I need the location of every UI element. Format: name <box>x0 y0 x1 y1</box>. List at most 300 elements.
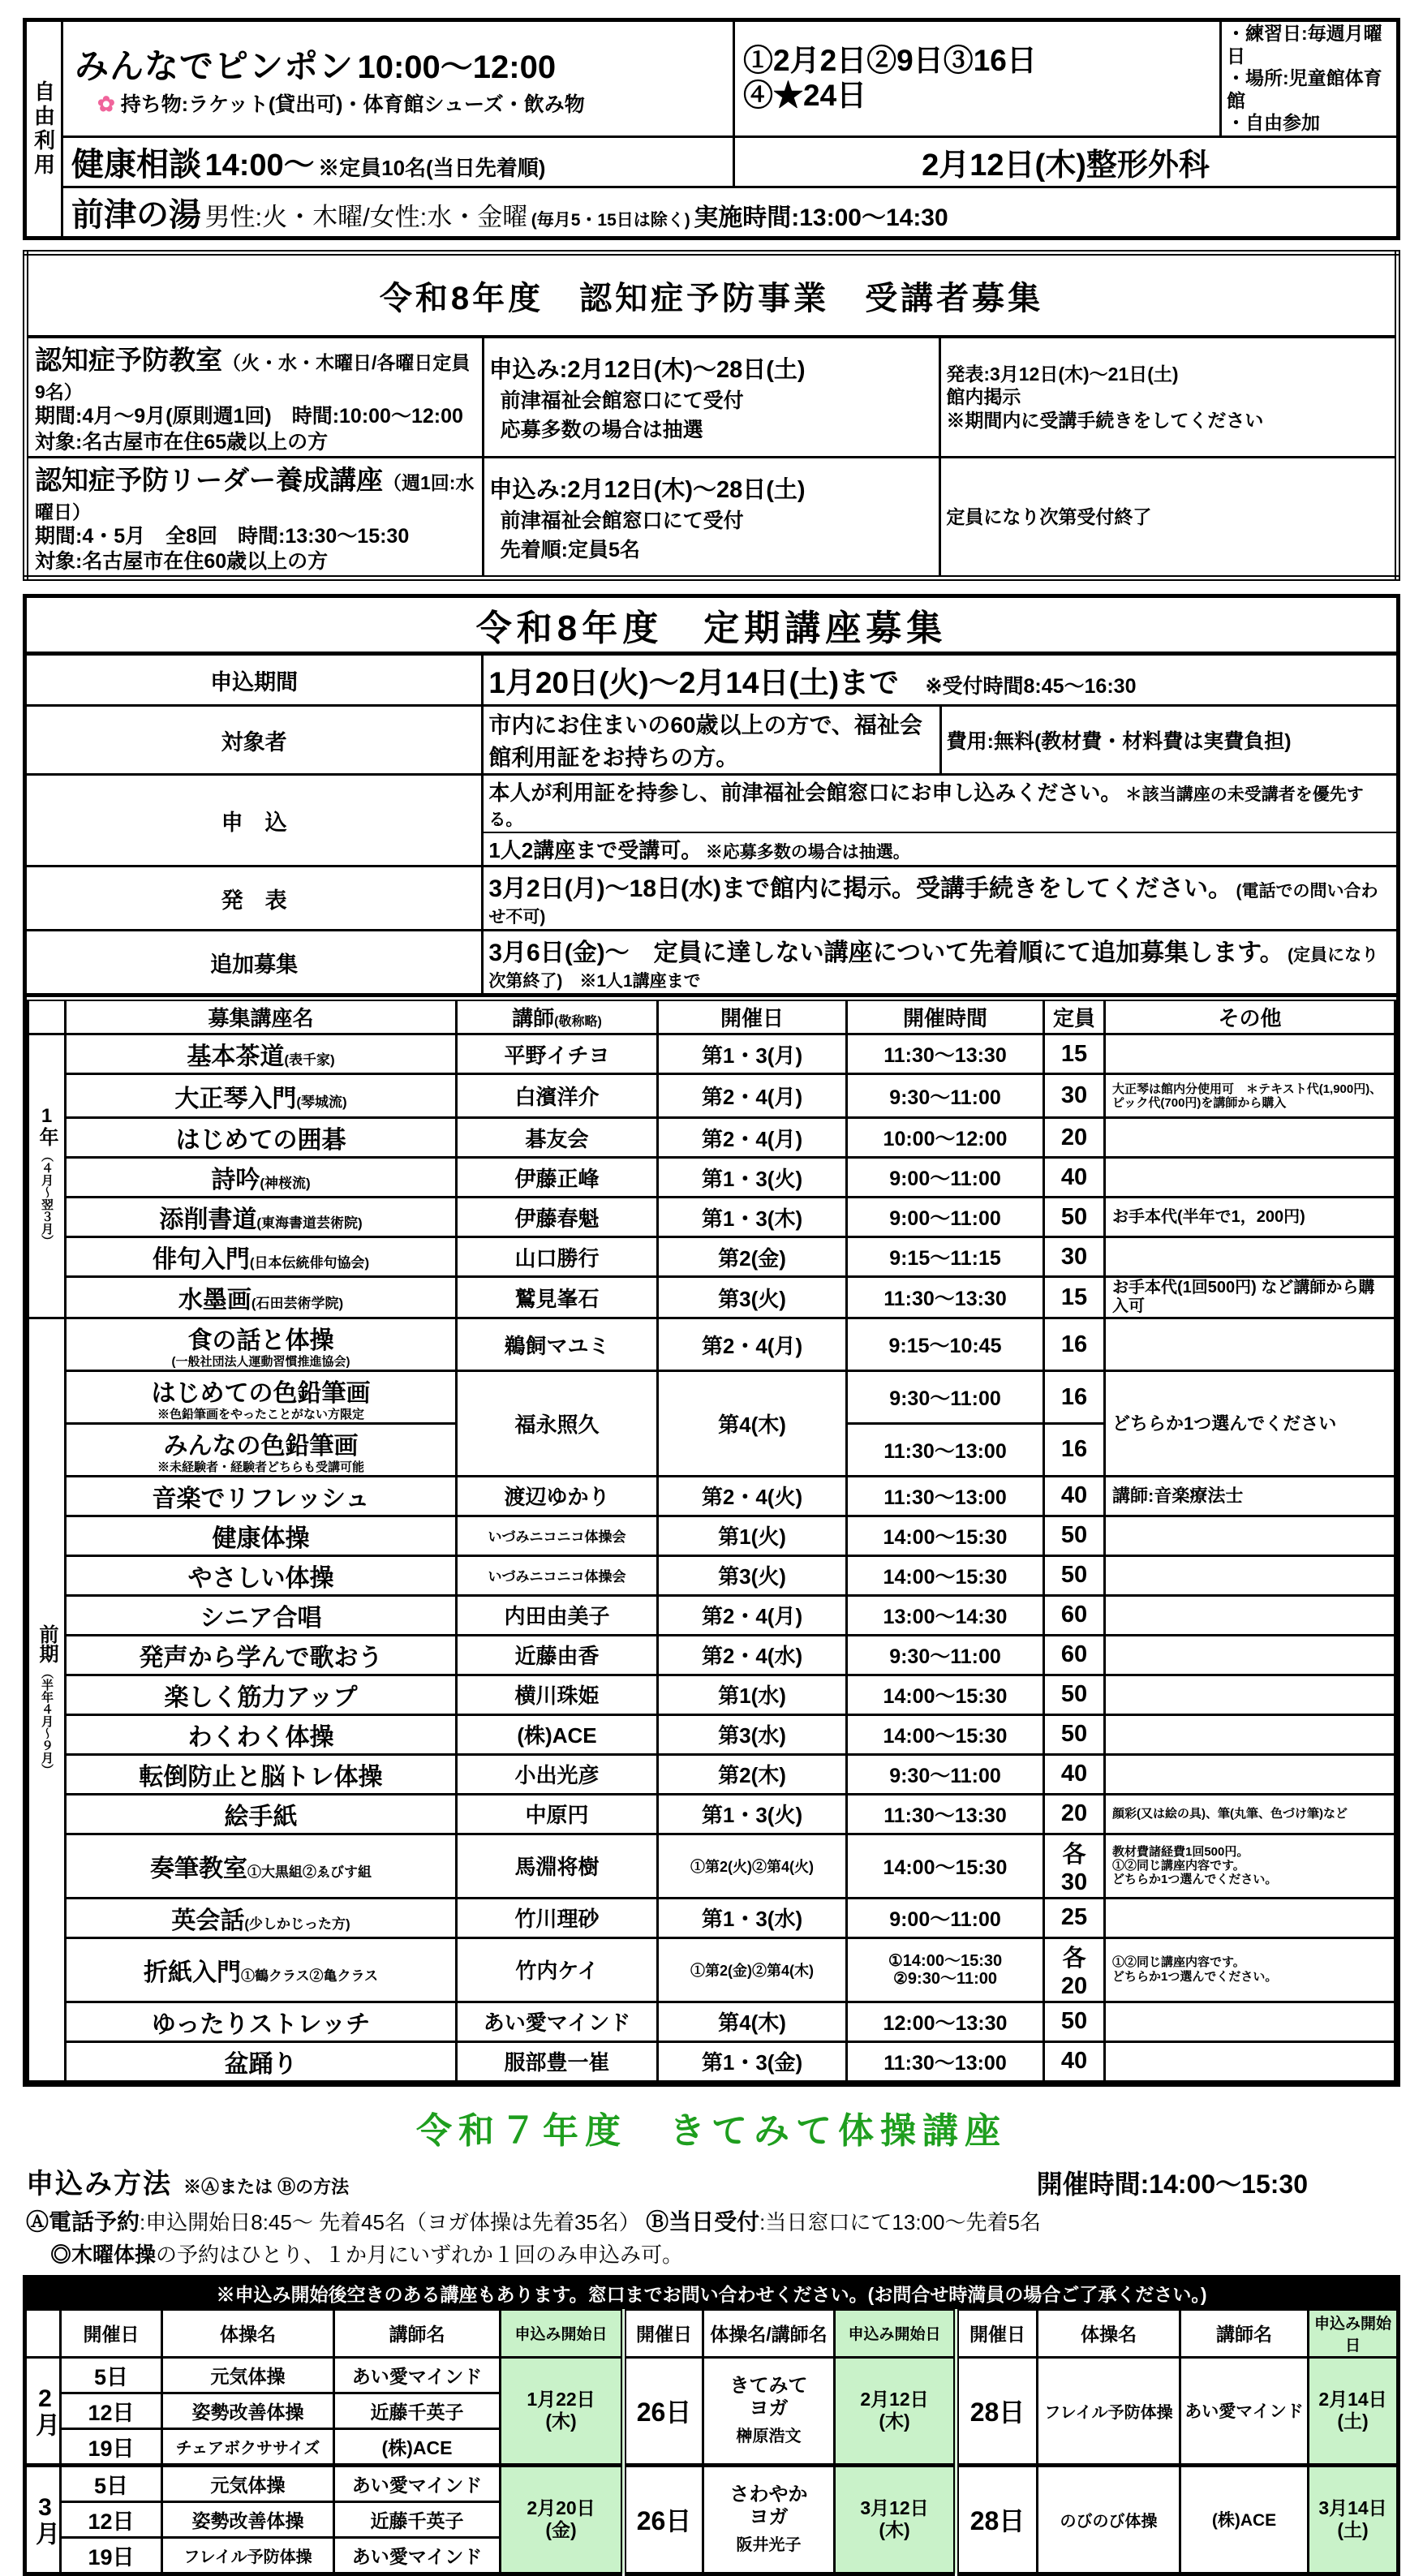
gym-session-time: 開催時間:14:00～15:30 <box>1036 2169 1308 2199</box>
gym-title: 令和７年度 きてみて体操講座 <box>416 2110 1007 2151</box>
dementia-program-cell: 認知症予防教室（火・水・木曜日/各曜日定員9名） 期間:4月～9月(原則週1回) 時間:10:00～12:00 対象:名古屋市在住65歳以上の方 <box>26 337 484 457</box>
course-row <box>28 1675 1395 1714</box>
pingpong-cell <box>62 20 734 137</box>
course-day: 第1(火) <box>658 1516 847 1555</box>
method-note: ※Ⓐまたは Ⓑの方法 <box>183 2176 350 2197</box>
course-day: 第3(水) <box>658 1714 847 1754</box>
course-name-note: (少しかじった方) <box>244 1916 350 1932</box>
course-teacher: いづみニコニコ体操会 <box>457 1555 658 1595</box>
gym-header-row <box>25 2309 1399 2357</box>
gym-table <box>23 2275 1400 2576</box>
dementia-apply-cell: 申込み:2月12日(木)～28日(土) 前津福祉会館窓口にて受付 先着順:定員5名 <box>483 457 940 578</box>
course-name-note: ①大黒組②ゑびす組 <box>247 1864 372 1880</box>
course-row <box>28 1034 1395 1074</box>
course-name-cell <box>66 1834 457 1898</box>
course-teacher: 渡辺ゆかり <box>457 1476 658 1516</box>
gym-right-apply-start: 2月14日 (土) <box>1309 2357 1399 2465</box>
course-name-cell <box>66 1158 457 1198</box>
course-teacher: 小出光彦 <box>457 1754 658 1794</box>
announce-cell <box>483 867 1399 931</box>
apply-line2-cell <box>483 832 1399 867</box>
course-capacity: 16 <box>1044 1318 1105 1371</box>
course-header-group-spacer <box>28 999 66 1034</box>
course-header-1: 講師(敬称略) <box>457 999 658 1034</box>
gym-apply-start: 2月20日 (金) <box>501 2465 624 2574</box>
course-capacity: 20 <box>1044 1794 1105 1834</box>
course-teacher: 竹内ケイ <box>457 1937 658 2002</box>
pingpong-title: みんなでピンポン <box>75 46 355 85</box>
course-row <box>28 2041 1395 2081</box>
course-header-row <box>28 999 1395 1034</box>
course-name: 食の話と体操 <box>187 1327 334 1355</box>
gym-method-line-a <box>26 2204 1397 2237</box>
course-time: 14:00～15:30 <box>847 1675 1044 1714</box>
course-row <box>28 1118 1395 1158</box>
gym-row <box>25 2357 1399 2393</box>
course-teacher: 中原円 <box>457 1794 658 1834</box>
course-other: どちらか1つ選んでください <box>1105 1371 1395 1477</box>
gym-teacher: (株)ACE <box>334 2428 501 2465</box>
target-label: 対象者 <box>25 706 483 775</box>
course-row <box>28 2002 1395 2041</box>
bath-schedule-note: (毎月5・15日は除く) <box>531 210 690 230</box>
course-other <box>1105 1516 1395 1555</box>
course-name: わくわく体操 <box>187 1723 334 1751</box>
course-header-2: 開催日 <box>658 999 847 1034</box>
course-day: ①第2(火)②第4(火) <box>658 1834 847 1898</box>
course-row <box>28 1277 1395 1318</box>
course-row <box>28 1516 1395 1555</box>
dementia-program-name: 認知症予防リーダー養成講座（週1回:水曜日） <box>35 464 475 523</box>
gym-date: 5日 <box>61 2357 162 2393</box>
course-row <box>28 1635 1395 1675</box>
course-time: 13:00～14:30 <box>847 1595 1044 1635</box>
course-teacher: 服部豊一崔 <box>457 2041 658 2081</box>
gym-teacher: 近藤千英子 <box>334 2393 501 2428</box>
course-name-cell <box>66 1754 457 1794</box>
course-other: 講師:音楽療法士 <box>1105 1476 1395 1516</box>
gym-apply-start: 1月22日 (木) <box>501 2357 624 2465</box>
course-name: ゆったりストレッチ <box>151 2010 371 2038</box>
course-name: シニア合唱 <box>200 1604 322 1632</box>
course-name-cell <box>66 1794 457 1834</box>
course-time: 9:00～11:00 <box>847 1898 1044 1937</box>
regular-course-box <box>23 594 1400 2086</box>
gym-header-month-spacer <box>25 2309 61 2357</box>
gym-mid-date: 26日 <box>624 2357 703 2465</box>
gym-header-9: 講師名 <box>1180 2309 1309 2357</box>
course-name: 英会話 <box>171 1907 245 1934</box>
additional-main: 3月6日(金)～ 定員に達しない講座について先着順にて追加募集します。 <box>488 940 1284 967</box>
course-capacity: 16 <box>1044 1423 1105 1476</box>
period-main: 1月20日(火)～2月14日(土)まで <box>488 666 900 700</box>
course-name: 奏筆教室 <box>150 1855 247 1882</box>
phone-reserve-label: Ⓐ電話予約 <box>26 2208 140 2234</box>
course-capacity: 50 <box>1044 1714 1105 1754</box>
course-day: 第1・3(木) <box>658 1198 847 1237</box>
gym-exercise-name: 姿勢改善体操 <box>162 2501 334 2537</box>
course-other <box>1105 2002 1395 2041</box>
course-name-cell <box>66 1423 457 1476</box>
gym-exercise-name: フレイル予防体操 <box>162 2537 334 2574</box>
target-cost: 費用:無料(教材費・材料費は実費負担) <box>940 706 1398 775</box>
dementia-apply-cell: 申込み:2月12日(木)～28日(土) 前津福祉会館窓口にて受付 応募多数の場合は抽選 <box>483 337 940 457</box>
course-table-body <box>28 1034 1395 2081</box>
course-time: 9:00～11:00 <box>847 1158 1044 1198</box>
course-teacher: 伊藤正峰 <box>457 1158 658 1198</box>
gym-date: 19日 <box>61 2537 162 2574</box>
dementia-program-cell: 認知症予防リーダー養成講座（週1回:水曜日） 期間:4・5月 全8回 時間:13:30～15:30 対象:名古屋市在住60歳以上の方 <box>26 457 484 578</box>
gym-right-apply-start: 3月14日 (土) <box>1309 2465 1399 2574</box>
course-day: 第1・3(火) <box>658 1158 847 1198</box>
course-other: 大正琴は館内分使用可 ＊テキスト代(1,900円)、 ピック代(700円)を講師から購入 <box>1105 1074 1395 1118</box>
course-row <box>28 1371 1395 1424</box>
course-header-5: その他 <box>1105 999 1395 1034</box>
course-name: 添削書道 <box>159 1206 257 1234</box>
course-day: 第4(木) <box>658 1371 847 1477</box>
announce-main: 3月2日(月)～18日(水)まで館内に掲示。受講手続きをしてください。 <box>488 875 1233 903</box>
course-name: 盆踊り <box>224 2050 298 2078</box>
apply-line2b: ※応募多数の場合は抽選。 <box>705 843 910 862</box>
course-row <box>28 1237 1395 1277</box>
apply-line2: 1人2講座まで受講可。 <box>488 838 703 863</box>
gym-right-exercise-name: のびのび体操 <box>1038 2465 1180 2574</box>
course-capacity: 30 <box>1044 1237 1105 1277</box>
course-day: 第2・4(月) <box>658 1074 847 1118</box>
gym-teacher: 近藤千英子 <box>334 2501 501 2537</box>
course-teacher: 鷲見峯石 <box>457 1277 658 1318</box>
course-teacher: 碁友会 <box>457 1118 658 1158</box>
dementia-title: 令和8年度 認知症予防事業 受講者募集 <box>26 252 1398 337</box>
course-row <box>28 1158 1395 1198</box>
additional-cell <box>483 931 1399 995</box>
free-use-table <box>23 18 1400 240</box>
gym-mid-exercise-name: きてみて ヨガ <box>729 2375 808 2419</box>
course-day: 第3(火) <box>658 1555 847 1595</box>
course-name-note: ①鶴クラス②亀クラス <box>241 1967 378 1984</box>
course-row <box>28 1318 1395 1371</box>
course-name-cell <box>66 2002 457 2041</box>
period-cell <box>483 654 1399 706</box>
course-name-cell <box>66 1937 457 2002</box>
course-time: 11:30～13:30 <box>847 1277 1044 1318</box>
course-name: 楽しく筋力アップ <box>164 1684 358 1711</box>
course-other <box>1105 1675 1395 1714</box>
course-teacher: いづみニコニコ体操会 <box>457 1516 658 1555</box>
course-name-sub: ※未経験者・経験者どちらも受講可能 <box>157 1460 364 1474</box>
course-name-note: (神桜流) <box>260 1176 311 1192</box>
course-name-cell <box>66 2041 457 2081</box>
course-name: 大正琴入門 <box>174 1085 297 1112</box>
course-teacher: 山口勝行 <box>457 1237 658 1277</box>
announce-label: 発 表 <box>25 867 483 931</box>
course-name: 折紙入門 <box>144 1959 241 1986</box>
gym-date: 19日 <box>61 2428 162 2465</box>
apply-label: 申 込 <box>25 775 483 867</box>
dementia-program-name: 認知症予防教室（火・水・木曜日/各曜日定員9名） <box>35 345 471 403</box>
course-day: ①第2(金)②第4(木) <box>658 1937 847 2002</box>
course-name-cell <box>66 1371 457 1424</box>
course-name-note: (表千家) <box>284 1052 335 1069</box>
course-time: 14:00～15:30 <box>847 1834 1044 1898</box>
course-capacity: 60 <box>1044 1635 1105 1675</box>
gym-header-3: 申込み開始日 <box>501 2309 624 2357</box>
free-use-side-label-text: 自由利用 <box>31 80 56 178</box>
gym-mid-name-teacher <box>703 2465 835 2574</box>
course-teacher: (株)ACE <box>457 1714 658 1754</box>
course-time: 11:30～13:00 <box>847 1476 1044 1516</box>
course-group-label: 1年 （４月～翌３月） <box>28 1034 66 1318</box>
gym-header-0: 開催日 <box>61 2309 162 2357</box>
course-name-note: (東海書道芸術院) <box>256 1215 363 1232</box>
course-name-cell <box>66 1714 457 1754</box>
course-capacity: 60 <box>1044 1595 1105 1635</box>
gym-exercise-name: チェアボクササイズ <box>162 2428 334 2465</box>
pingpong-items: 持ち物:ラケット(貸出可)・体育館シューズ・飲み物 <box>120 92 585 116</box>
additional-label: 追加募集 <box>25 931 483 995</box>
gym-table-note: ※申込み開始後空きのある講座もあります。窓口までお問い合わせください。(お問合せ時満員の場合ご了承ください。) <box>25 2277 1399 2309</box>
course-row <box>28 1595 1395 1635</box>
course-day: 第1・3(金) <box>658 2041 847 2081</box>
course-other: 顔彩(又は絵の具)、筆(丸筆、色づけ筆)など <box>1105 1794 1395 1834</box>
course-row <box>28 1754 1395 1794</box>
period-label: 申込期間 <box>25 654 483 706</box>
course-name-cell <box>66 1198 457 1237</box>
course-name-cell <box>66 1318 457 1371</box>
period-sub: ※受付時間8:45～16:30 <box>925 675 1137 699</box>
gym-exercise-name: 姿勢改善体操 <box>162 2393 334 2428</box>
course-other <box>1105 1754 1395 1794</box>
health-consult-time: 14:00～ <box>204 148 315 183</box>
course-teacher: 福永照久 <box>457 1371 658 1477</box>
course-capacity: 各30 <box>1044 1834 1105 1898</box>
dementia-result-cell: 発表:3月12日(木)～21日(土) 館内掲示 ※期間内に受講手続きをしてください <box>940 337 1398 457</box>
health-consult-cell <box>62 136 734 187</box>
gym-method-line-b <box>50 2238 1397 2269</box>
course-name-sub: ※色鉛筆画をやったことがない方限定 <box>157 1408 364 1422</box>
course-time: 11:30～13:00 <box>847 2041 1044 2081</box>
announce-sub: (電話での問い合わせ不可) <box>488 882 1378 927</box>
course-capacity: 40 <box>1044 1476 1105 1516</box>
course-teacher: 鵜飼マユミ <box>457 1318 658 1371</box>
course-other <box>1105 2041 1395 2081</box>
course-capacity: 50 <box>1044 1516 1105 1555</box>
course-name: 俳句入門 <box>152 1246 250 1274</box>
bath-cell <box>62 187 1399 238</box>
gym-teacher: あい愛マインド <box>334 2537 501 2574</box>
gym-mid-name-teacher <box>703 2357 835 2465</box>
course-header-3: 開催時間 <box>847 999 1044 1034</box>
course-other <box>1105 1318 1395 1371</box>
gym-header-8: 体操名 <box>1038 2309 1180 2357</box>
flower-icon: ✿ <box>97 91 115 116</box>
course-capacity: 50 <box>1044 1555 1105 1595</box>
course-name-cell <box>66 1675 457 1714</box>
course-teacher: 白濱洋介 <box>457 1074 658 1118</box>
course-other <box>1105 1635 1395 1675</box>
pingpong-dates-cell <box>734 20 1221 137</box>
course-name: 絵手紙 <box>224 1803 298 1830</box>
gym-header-2: 講師名 <box>334 2309 501 2357</box>
course-time: 10:00～12:00 <box>847 1118 1044 1158</box>
course-day: 第3(火) <box>658 1277 847 1318</box>
course-time: 9:30～11:00 <box>847 1074 1044 1118</box>
apply-line1-cell <box>483 775 1399 833</box>
course-name: 詩吟 <box>211 1167 260 1194</box>
thursday-gym-label: ◎木曜体操 <box>50 2242 157 2267</box>
course-capacity: 30 <box>1044 1074 1105 1118</box>
gym-exercise-name: 元気体操 <box>162 2465 334 2501</box>
course-day: 第2・4(月) <box>658 1118 847 1158</box>
health-consult-date: 2月12日(木)整形外科 <box>734 136 1399 187</box>
course-time: 14:00～15:30 <box>847 1714 1044 1754</box>
course-row <box>28 1476 1395 1516</box>
gym-header-10: 申込み開始日 <box>1309 2309 1399 2357</box>
course-time: 12:00～13:30 <box>847 2002 1044 2041</box>
course-name-cell <box>66 1118 457 1158</box>
course-table <box>27 996 1396 2082</box>
dementia-row <box>26 337 1398 457</box>
gym-row <box>25 2465 1399 2501</box>
gym-header-1: 体操名 <box>162 2309 334 2357</box>
dementia-row <box>26 457 1398 578</box>
course-name-cell <box>66 1516 457 1555</box>
gym-header-6: 申込み開始日 <box>835 2309 957 2357</box>
course-capacity: 15 <box>1044 1277 1105 1318</box>
health-consult-title: 健康相談 <box>71 146 201 183</box>
course-row <box>28 1898 1395 1937</box>
course-name-note: (石田芸術学院) <box>251 1296 344 1312</box>
course-capacity: 40 <box>1044 1754 1105 1794</box>
gym-mid-apply-start: 2月12日 (木) <box>835 2357 957 2465</box>
course-teacher: 竹川理砂 <box>457 1898 658 1937</box>
gym-date: 5日 <box>61 2465 162 2501</box>
health-consult-note: ※定員10名(当日先着順) <box>318 155 546 180</box>
gym-mid-date: 26日 <box>624 2465 703 2574</box>
bath-title: 前津の湯 <box>71 196 201 233</box>
course-row <box>28 1714 1395 1754</box>
course-time: 9:15～11:15 <box>847 1237 1044 1277</box>
course-group-label: 前期 （半年４月～９月） <box>28 1318 66 2081</box>
gym-table-body <box>25 2357 1399 2574</box>
course-other: お手本代(半年で1，200円) <box>1105 1198 1395 1237</box>
course-teacher: 平野イチヨ <box>457 1034 658 1074</box>
course-time: 9:30～11:00 <box>847 1754 1044 1794</box>
course-name-cell <box>66 1237 457 1277</box>
course-name: 転倒防止と脳トレ体操 <box>139 1763 383 1791</box>
course-capacity: 40 <box>1044 2041 1105 2081</box>
course-day: 第2・4(水) <box>658 1635 847 1675</box>
course-capacity: 16 <box>1044 1371 1105 1424</box>
gym-teacher: あい愛マインド <box>334 2465 501 2501</box>
course-row <box>28 1074 1395 1118</box>
course-name-cell <box>66 1074 457 1118</box>
course-header-4: 定員 <box>1044 999 1105 1034</box>
gym-date: 12日 <box>61 2501 162 2537</box>
course-day: 第1・3(水) <box>658 1898 847 1937</box>
course-other <box>1105 1158 1395 1198</box>
course-other: お手本代(1回500円) など講師から購入可 <box>1105 1277 1395 1318</box>
gym-teacher: あい愛マインド <box>334 2357 501 2393</box>
gym-mid-teacher: 阪井光子 <box>736 2536 802 2555</box>
course-time: 9:15～10:45 <box>847 1318 1044 1371</box>
gym-mid-apply-start: 3月12日 (木) <box>835 2465 957 2574</box>
course-name: 基本茶道 <box>187 1043 285 1071</box>
course-teacher: 馬淵将樹 <box>457 1834 658 1898</box>
course-day: 第2・4(月) <box>658 1318 847 1371</box>
course-name-cell <box>66 1034 457 1074</box>
course-capacity: 各20 <box>1044 1937 1105 2002</box>
course-time: 9:30～11:00 <box>847 1371 1044 1424</box>
course-capacity: 20 <box>1044 1118 1105 1158</box>
course-name-cell <box>66 1898 457 1937</box>
course-name: みんなの色鉛筆画 <box>163 1432 359 1460</box>
gym-date: 12日 <box>61 2393 162 2428</box>
course-other: ①②同じ講座内容です。 どちらか1つ選んでください。 <box>1105 1937 1395 2002</box>
thursday-gym-text: の予約はひとり、１か月にいずれか１回のみ申込み可。 <box>156 2242 684 2267</box>
course-other <box>1105 1034 1395 1074</box>
gym-header-7: 開催日 <box>957 2309 1038 2357</box>
gym-mid-exercise-name: さわやか ヨガ <box>729 2484 808 2528</box>
course-day: 第2・4(火) <box>658 1476 847 1516</box>
course-other <box>1105 1555 1395 1595</box>
course-name: 水墨画 <box>178 1287 251 1314</box>
additional-sub: (定員になり次第終了) ※1人1講座まで <box>488 946 1379 991</box>
apply-line1: 本人が利用証を持参し、前津福祉会館窓口にお申し込みください。 <box>488 781 1122 806</box>
course-row <box>28 1555 1395 1595</box>
sameday-label: Ⓑ当日受付 <box>646 2208 760 2234</box>
course-name: 発声から学んで歌おう <box>139 1644 383 1671</box>
course-header-0: 募集講座名 <box>66 999 457 1034</box>
pingpong-dates-line1: ①2月2日②9日③16日 <box>743 44 1037 78</box>
course-capacity: 15 <box>1044 1034 1105 1074</box>
course-capacity: 50 <box>1044 1675 1105 1714</box>
course-row <box>28 1198 1395 1237</box>
apply-line1b: ＊該当講座の未受講者を優先する。 <box>488 785 1364 830</box>
dementia-result-cell: 定員になり次第受付終了 <box>940 457 1398 578</box>
course-name-cell <box>66 1555 457 1595</box>
course-time: 14:00～15:30 <box>847 1516 1044 1555</box>
course-time: 11:30～13:00 <box>847 1423 1044 1476</box>
gym-right-exercise-name: フレイル予防体操 <box>1038 2357 1180 2465</box>
pingpong-note-3: ・自由参加 <box>1227 112 1320 134</box>
course-name: 健康体操 <box>212 1525 310 1552</box>
gym-right-teacher: (株)ACE <box>1180 2465 1309 2574</box>
course-day: 第1・3(月) <box>658 1034 847 1074</box>
course-capacity: 50 <box>1044 1198 1105 1237</box>
course-row <box>28 1834 1395 1898</box>
course-name-cell <box>66 1635 457 1675</box>
course-name-sub: (一般社団法人運動習慣推進協会) <box>171 1355 350 1370</box>
course-name: やさしい体操 <box>187 1564 334 1592</box>
course-day: 第2(木) <box>658 1754 847 1794</box>
pingpong-notes-cell <box>1221 20 1399 137</box>
method-title: 申込み方法 <box>26 2168 172 2200</box>
regular-title: 令和8年度 定期講座募集 <box>25 596 1399 654</box>
course-name: はじめての囲碁 <box>175 1127 346 1155</box>
course-row <box>28 1794 1395 1834</box>
course-name-cell <box>66 1595 457 1635</box>
gym-month-label: 3月 <box>25 2465 61 2574</box>
gym-right-date: 28日 <box>957 2465 1038 2574</box>
gym-right-date: 28日 <box>957 2357 1038 2465</box>
course-time: 9:30～11:00 <box>847 1635 1044 1675</box>
course-other: 教材費諸経費1回500円。 ①②同じ講座内容です。 どちらか1つ選んでください。 <box>1105 1834 1395 1898</box>
course-name-cell <box>66 1277 457 1318</box>
course-other <box>1105 1118 1395 1158</box>
course-other <box>1105 1898 1395 1937</box>
gym-exercise-name: 元気体操 <box>162 2357 334 2393</box>
